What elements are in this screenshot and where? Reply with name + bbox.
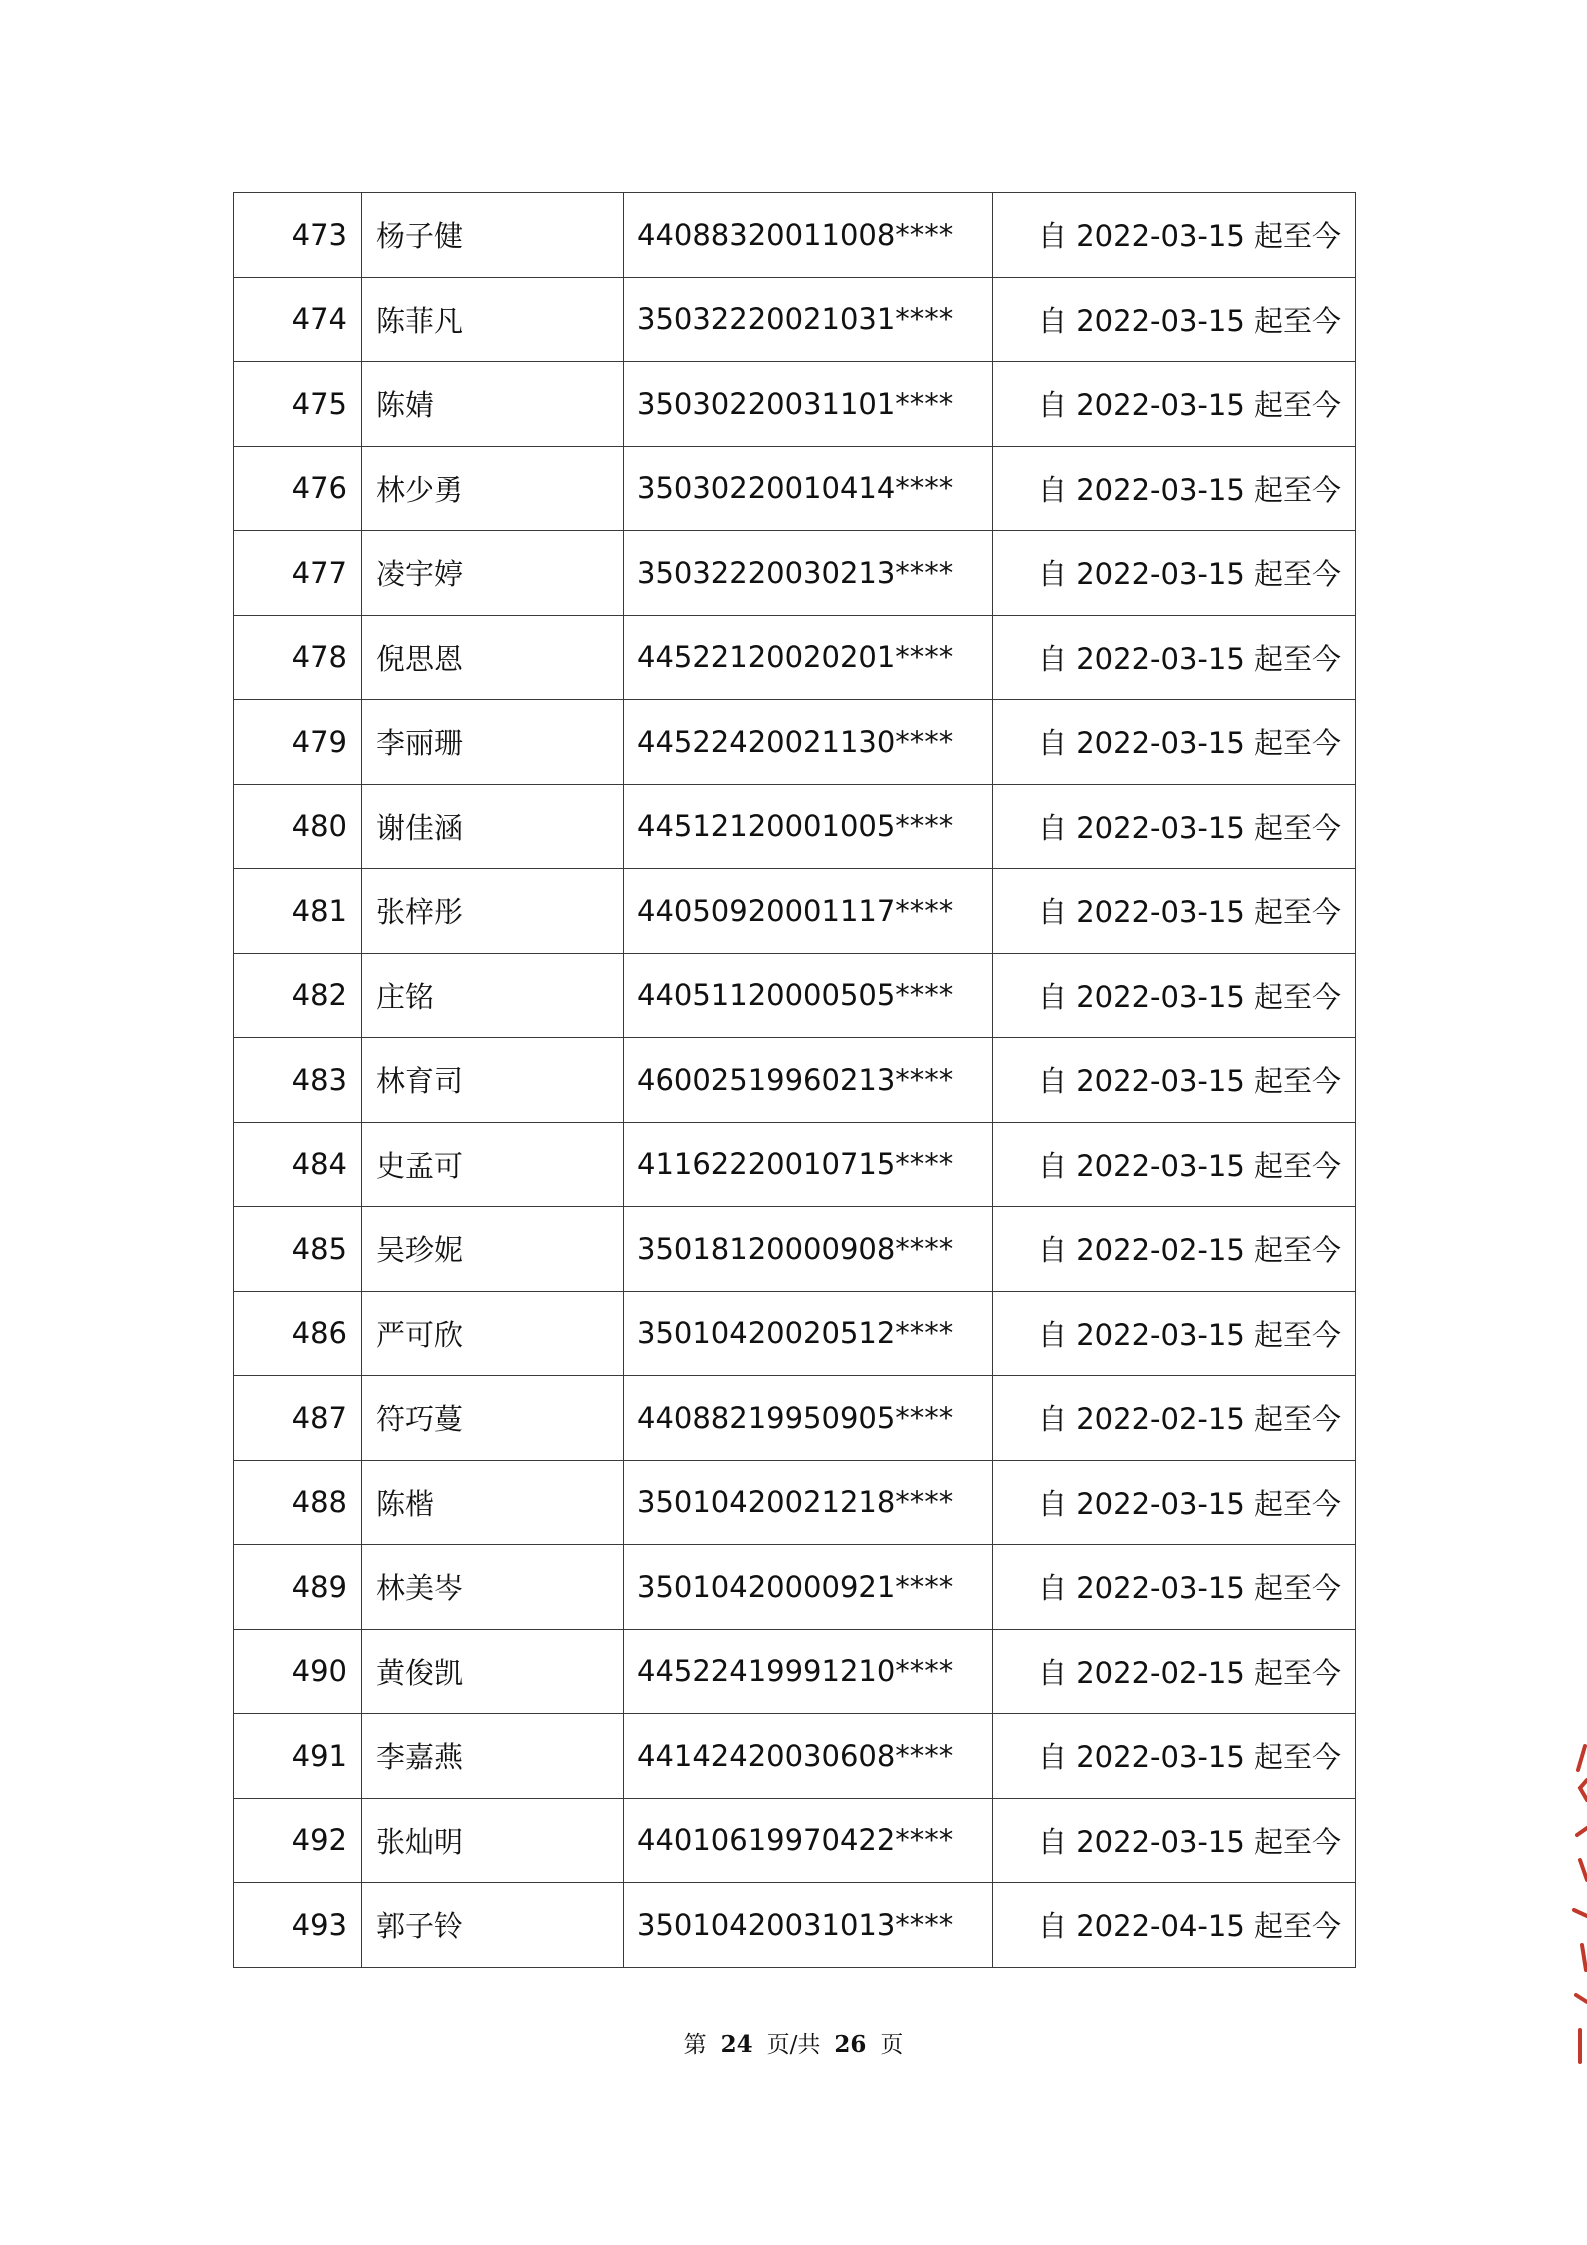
row-name: 谢佳涵 bbox=[362, 784, 624, 869]
row-period: 自 2022-03-15 起至今 bbox=[993, 784, 1356, 869]
footer-prefix: 第 bbox=[683, 2032, 707, 2058]
row-number: 482 bbox=[234, 953, 362, 1038]
footer-current-page: 24 bbox=[720, 2031, 753, 2058]
row-period: 自 2022-03-15 起至今 bbox=[993, 700, 1356, 785]
row-name: 凌宇婷 bbox=[362, 531, 624, 616]
row-number: 486 bbox=[234, 1291, 362, 1376]
table-row bbox=[234, 1545, 1356, 1630]
table-row bbox=[234, 953, 1356, 1038]
table-row bbox=[234, 1460, 1356, 1545]
row-period: 自 2022-02-15 起至今 bbox=[993, 1376, 1356, 1461]
row-number: 475 bbox=[234, 362, 362, 447]
row-number: 492 bbox=[234, 1798, 362, 1883]
row-name: 庄铭 bbox=[362, 953, 624, 1038]
row-period: 自 2022-03-15 起至今 bbox=[993, 446, 1356, 531]
row-number: 476 bbox=[234, 446, 362, 531]
row-number: 474 bbox=[234, 277, 362, 362]
seal-mark bbox=[1577, 1828, 1587, 1835]
seal-stamp-fragment bbox=[1568, 1740, 1587, 2070]
row-name: 倪思恩 bbox=[362, 615, 624, 700]
table-row bbox=[234, 784, 1356, 869]
table-row bbox=[234, 869, 1356, 954]
row-period: 自 2022-03-15 起至今 bbox=[993, 193, 1356, 278]
row-name: 李丽珊 bbox=[362, 700, 624, 785]
row-period: 自 2022-03-15 起至今 bbox=[993, 869, 1356, 954]
row-id-number: 44142420030608**** bbox=[624, 1714, 993, 1799]
row-id-number: 35030220010414**** bbox=[624, 446, 993, 531]
table-row bbox=[234, 615, 1356, 700]
row-name: 吴珍妮 bbox=[362, 1207, 624, 1292]
row-number: 479 bbox=[234, 700, 362, 785]
row-period: 自 2022-03-15 起至今 bbox=[993, 1714, 1356, 1799]
table-row bbox=[234, 362, 1356, 447]
row-number: 491 bbox=[234, 1714, 362, 1799]
row-number: 473 bbox=[234, 193, 362, 278]
table-row bbox=[234, 1714, 1356, 1799]
row-id-number: 35010420031013**** bbox=[624, 1883, 993, 1968]
table-row bbox=[234, 531, 1356, 616]
seal-mark bbox=[1576, 1995, 1587, 2002]
row-id-number: 44051120000505**** bbox=[624, 953, 993, 1038]
row-id-number: 44050920001117**** bbox=[624, 869, 993, 954]
row-name: 林美岑 bbox=[362, 1545, 624, 1630]
row-name: 林少勇 bbox=[362, 446, 624, 531]
row-name: 林育司 bbox=[362, 1038, 624, 1123]
row-id-number: 44522419991210**** bbox=[624, 1629, 993, 1714]
table-row bbox=[234, 1629, 1356, 1714]
row-number: 485 bbox=[234, 1207, 362, 1292]
row-id-number: 44522420021130**** bbox=[624, 700, 993, 785]
row-name: 陈楷 bbox=[362, 1460, 624, 1545]
footer-suffix: 页 bbox=[880, 2032, 904, 2058]
row-id-number: 35032220030213**** bbox=[624, 531, 993, 616]
row-period: 自 2022-04-15 起至今 bbox=[993, 1883, 1356, 1968]
table-row bbox=[234, 277, 1356, 362]
seal-mark bbox=[1574, 1910, 1587, 1916]
row-id-number: 35032220021031**** bbox=[624, 277, 993, 362]
table-row bbox=[234, 1376, 1356, 1461]
row-period: 自 2022-03-15 起至今 bbox=[993, 1038, 1356, 1123]
roster-table bbox=[233, 192, 1356, 1968]
row-period: 自 2022-03-15 起至今 bbox=[993, 1545, 1356, 1630]
row-name: 郭子铃 bbox=[362, 1883, 624, 1968]
row-period: 自 2022-03-15 起至今 bbox=[993, 277, 1356, 362]
roster-body bbox=[234, 193, 1356, 1968]
row-period: 自 2022-03-15 起至今 bbox=[993, 362, 1356, 447]
seal-mark bbox=[1580, 1860, 1587, 1880]
row-number: 488 bbox=[234, 1460, 362, 1545]
table-row bbox=[234, 1122, 1356, 1207]
row-id-number: 35010420021218**** bbox=[624, 1460, 993, 1545]
row-period: 自 2022-02-15 起至今 bbox=[993, 1207, 1356, 1292]
row-period: 自 2022-03-15 起至今 bbox=[993, 1122, 1356, 1207]
row-period: 自 2022-03-15 起至今 bbox=[993, 531, 1356, 616]
row-id-number: 46002519960213**** bbox=[624, 1038, 993, 1123]
row-id-number: 44088320011008**** bbox=[624, 193, 993, 278]
row-name: 张梓彤 bbox=[362, 869, 624, 954]
footer-total-pages: 26 bbox=[834, 2031, 867, 2058]
table-row bbox=[234, 1291, 1356, 1376]
row-id-number: 35030220031101**** bbox=[624, 362, 993, 447]
seal-mark bbox=[1578, 1746, 1585, 1770]
row-number: 490 bbox=[234, 1629, 362, 1714]
table-row bbox=[234, 193, 1356, 278]
row-period: 自 2022-02-15 起至今 bbox=[993, 1629, 1356, 1714]
row-period: 自 2022-03-15 起至今 bbox=[993, 615, 1356, 700]
row-name: 史孟可 bbox=[362, 1122, 624, 1207]
row-name: 陈婧 bbox=[362, 362, 624, 447]
row-name: 杨子健 bbox=[362, 193, 624, 278]
row-id-number: 41162220010715**** bbox=[624, 1122, 993, 1207]
row-name: 陈菲凡 bbox=[362, 277, 624, 362]
row-number: 477 bbox=[234, 531, 362, 616]
footer-middle: 页/共 bbox=[766, 2032, 821, 2058]
row-number: 489 bbox=[234, 1545, 362, 1630]
row-period: 自 2022-03-15 起至今 bbox=[993, 953, 1356, 1038]
row-name: 李嘉燕 bbox=[362, 1714, 624, 1799]
table-row bbox=[234, 1798, 1356, 1883]
row-number: 493 bbox=[234, 1883, 362, 1968]
row-id-number: 44010619970422**** bbox=[624, 1798, 993, 1883]
row-number: 484 bbox=[234, 1122, 362, 1207]
row-id-number: 35010420020512**** bbox=[624, 1291, 993, 1376]
row-period: 自 2022-03-15 起至今 bbox=[993, 1460, 1356, 1545]
row-id-number: 44522120020201**** bbox=[624, 615, 993, 700]
row-id-number: 44088219950905**** bbox=[624, 1376, 993, 1461]
row-id-number: 44512120001005**** bbox=[624, 784, 993, 869]
row-name: 黄俊凯 bbox=[362, 1629, 624, 1714]
row-number: 480 bbox=[234, 784, 362, 869]
page-footer bbox=[0, 2026, 1587, 2059]
table-row bbox=[234, 1207, 1356, 1292]
row-number: 483 bbox=[234, 1038, 362, 1123]
row-name: 符巧蔓 bbox=[362, 1376, 624, 1461]
table-row bbox=[234, 1038, 1356, 1123]
table-row bbox=[234, 446, 1356, 531]
table-row bbox=[234, 700, 1356, 785]
row-number: 487 bbox=[234, 1376, 362, 1461]
row-period: 自 2022-03-15 起至今 bbox=[993, 1291, 1356, 1376]
row-number: 481 bbox=[234, 869, 362, 954]
row-period: 自 2022-03-15 起至今 bbox=[993, 1798, 1356, 1883]
row-name: 严可欣 bbox=[362, 1291, 624, 1376]
seal-mark bbox=[1582, 1945, 1586, 1970]
row-id-number: 35010420000921**** bbox=[624, 1545, 993, 1630]
row-id-number: 35018120000908**** bbox=[624, 1207, 993, 1292]
row-name: 张灿明 bbox=[362, 1798, 624, 1883]
table-row bbox=[234, 1883, 1356, 1968]
row-number: 478 bbox=[234, 615, 362, 700]
seal-mark bbox=[1580, 1780, 1587, 1800]
